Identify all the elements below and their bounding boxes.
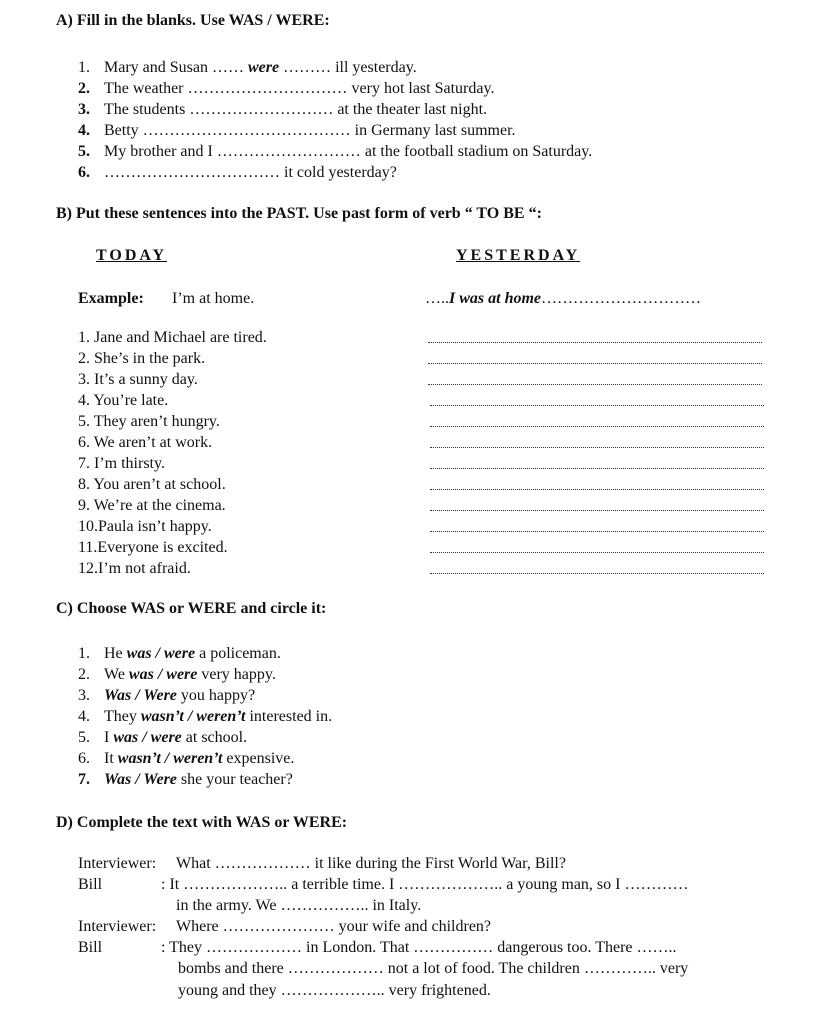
dialogue-line-1: Interviewer: What ……………… it like during the First World War, Bill? bbox=[78, 855, 566, 872]
dialogue-line-5: Bill : They ……………… in London. That …………… dangerous too. There …….. bbox=[78, 939, 677, 956]
section-b-item-10: 10.Paula isn’t happy. bbox=[78, 518, 212, 535]
speaker-label: Interviewer: bbox=[78, 918, 157, 935]
section-a-item-1-answer: were bbox=[247, 59, 280, 76]
answer-line[interactable] bbox=[430, 530, 764, 532]
section-b-item-9: 9. We’re at the cinema. bbox=[78, 497, 226, 514]
section-b-item-11: 11.Everyone is excited. bbox=[78, 539, 228, 556]
answer-line[interactable] bbox=[428, 362, 762, 364]
answer-line[interactable] bbox=[430, 551, 764, 553]
section-c-item-5: 5. I was / were at school. bbox=[78, 729, 248, 746]
dialogue-line-3: in the army. We …………….. in Italy. bbox=[176, 897, 422, 914]
section-c-item-6: 6. It wasn’t / weren’t expensive. bbox=[78, 750, 295, 767]
answer-line[interactable] bbox=[430, 425, 764, 427]
answer-line[interactable] bbox=[430, 488, 764, 490]
choice-was-were[interactable]: was / were bbox=[113, 729, 182, 746]
section-b-title: B) Put these sentences into the PAST. Use past form of verb “ TO BE “: bbox=[56, 205, 542, 222]
section-a-item-2: 2. The weather ………………………… very hot last Saturday. bbox=[78, 80, 495, 97]
section-b-item-7: 7. I’m thirsty. bbox=[78, 455, 165, 472]
section-c-item-2: 2. We was / were very happy. bbox=[78, 666, 276, 683]
dialogue-line-6: bombs and there ……………… not a lot of food. The children ………….. very bbox=[178, 960, 689, 977]
dialogue-line-7: young and they ……………….. very frightened. bbox=[178, 982, 491, 999]
section-b-item-4: 4. You’re late. bbox=[78, 392, 169, 409]
section-a-item-5: 5. My brother and I ……………………… at the football stadium on Saturday. bbox=[78, 143, 593, 160]
section-a-title: A) Fill in the blanks. Use WAS / WERE: bbox=[56, 12, 330, 29]
section-a-item-6: 6. …………………………… it cold yesterday? bbox=[78, 164, 397, 181]
example-answer: …..I was at home………………………… bbox=[425, 290, 702, 307]
speaker-label: Bill bbox=[78, 876, 103, 893]
example-row: Example: I’m at home. bbox=[78, 290, 255, 307]
answer-line[interactable] bbox=[430, 446, 764, 448]
answer-line[interactable] bbox=[430, 572, 764, 574]
choice-wasnt-werent[interactable]: wasn’t / weren’t bbox=[140, 708, 246, 725]
section-b-item-1: 1. Jane and Michael are tired. bbox=[78, 329, 267, 346]
section-c-item-1: 1. He was / were a policeman. bbox=[78, 645, 281, 662]
choice-was-were[interactable]: Was / Were bbox=[104, 687, 177, 704]
answer-line[interactable] bbox=[428, 383, 762, 385]
section-d-title: D) Complete the text with WAS or WERE: bbox=[56, 814, 348, 831]
dialogue-line-4: Interviewer: Where ………………… your wife and children? bbox=[78, 918, 492, 935]
section-b-item-2: 2. She’s in the park. bbox=[78, 350, 206, 367]
choice-was-were[interactable]: Was / Were bbox=[104, 771, 177, 788]
section-a-item-4: 4. Betty ………………………………… in Germany last summer. bbox=[78, 122, 516, 139]
section-b-item-12: 12.I’m not afraid. bbox=[78, 560, 191, 577]
yesterday-column-heading: YESTERDAY bbox=[456, 247, 581, 264]
today-column-heading: TODAY bbox=[96, 247, 168, 264]
dialogue-line-2: Bill : It ……………….. a terrible time. I ……………….. a young man, so I ………… bbox=[78, 876, 689, 893]
choice-was-were[interactable]: was / were bbox=[126, 645, 196, 662]
section-b-item-3: 3. It’s a sunny day. bbox=[78, 371, 198, 388]
section-c-item-4: 4. They wasn’t / weren’t interested in. bbox=[78, 708, 333, 725]
answer-line[interactable] bbox=[430, 404, 764, 406]
section-a-item-1: 1. Mary and Susan …… were ……… ill yesterday. bbox=[78, 59, 417, 76]
section-c-title: C) Choose WAS or WERE and circle it: bbox=[56, 600, 327, 617]
section-a-item-3: 3. The students ……………………… at the theater last night. bbox=[78, 101, 488, 118]
section-b-item-5: 5. They aren’t hungry. bbox=[78, 413, 220, 430]
answer-line[interactable] bbox=[430, 509, 764, 511]
choice-was-were[interactable]: was / were bbox=[128, 666, 198, 683]
section-c-item-3: 3. Was / Were you happy? bbox=[78, 687, 256, 704]
choice-wasnt-werent[interactable]: wasn’t / weren’t bbox=[117, 750, 223, 767]
section-b-item-6: 6. We aren’t at work. bbox=[78, 434, 213, 451]
section-b-item-8: 8. You aren’t at school. bbox=[78, 476, 226, 493]
speaker-label: Interviewer: bbox=[78, 855, 157, 872]
answer-line[interactable] bbox=[430, 467, 764, 469]
answer-line[interactable] bbox=[428, 341, 762, 343]
section-c-item-7: 7. Was / Were she your teacher? bbox=[78, 771, 293, 788]
speaker-label: Bill bbox=[78, 939, 103, 956]
